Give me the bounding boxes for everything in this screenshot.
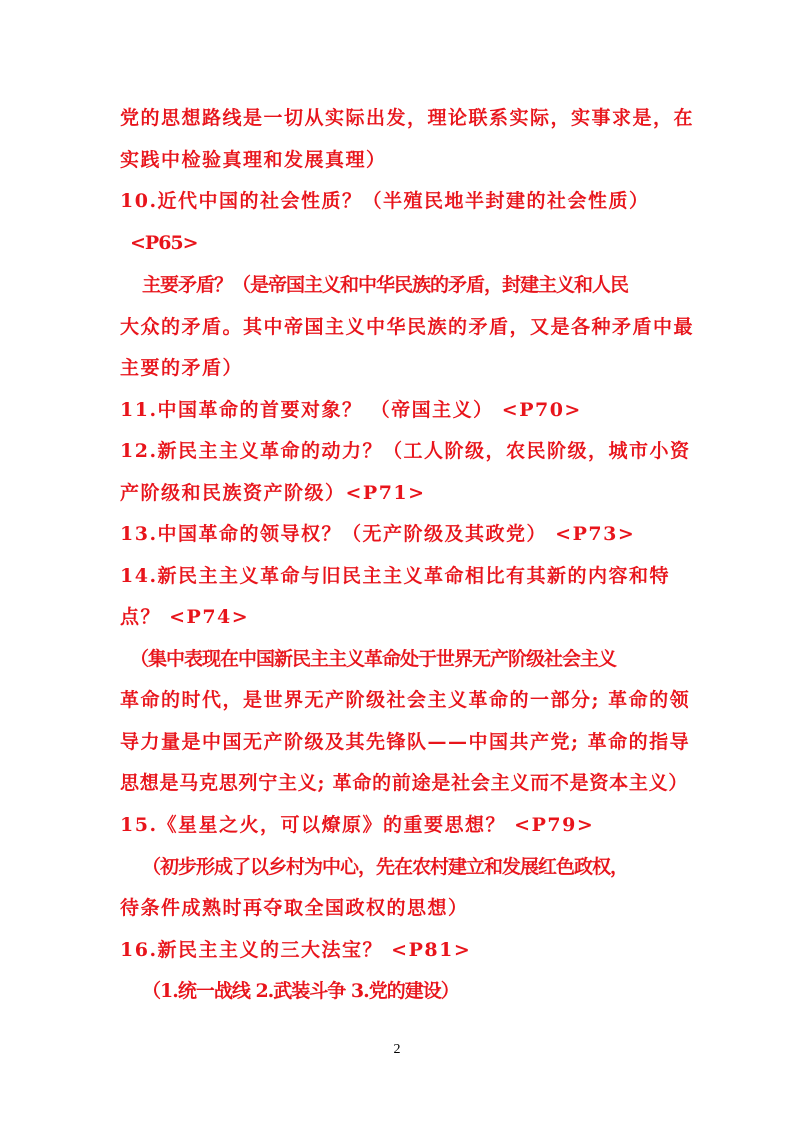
text-line: 导力量是中国无产阶级及其先锋队——中国共产党; 革命的指导 [120, 731, 691, 753]
text-line: 实践中检验真理和发展真理） [120, 149, 387, 171]
question-15: 15.《星星之火，可以燎原》的重要思想？ <P79> [120, 814, 595, 836]
text-line: 主要矛盾？（是帝国主义和中华民族的矛盾，封建主义和人民 [142, 274, 629, 296]
question-14: 14.新民主主义革命与旧民主主义革命相比有其新的内容和特 [120, 565, 671, 587]
question-10: 10.近代中国的社会性质？（半殖民地半封建的社会性质） [120, 190, 650, 212]
text-line: 大众的矛盾。其中帝国主义中华民族的矛盾，又是各种矛盾中最 [120, 316, 695, 338]
page-reference: <P65> [130, 232, 198, 254]
text-line: 革命的时代，是世界无产阶级社会主义革命的一部分; 革命的领 [120, 689, 691, 711]
question-16: 16.新民主主义的三大法宝？ <P81> [120, 939, 472, 961]
text-line: 党的思想路线是一切从实际出发，理论联系实际，实事求是，在 [120, 107, 695, 129]
text-line: （1.统一战线 2.武装斗争 3.党的建设） [142, 980, 459, 1002]
page-number: 2 [393, 1042, 401, 1057]
text-line: 点？ <P74> [120, 606, 250, 628]
text-line: 待条件成熟时再夺取全国政权的思想） [120, 897, 469, 919]
question-11: 11.中国革命的首要对象？ （帝国主义） <P70> [120, 399, 582, 421]
question-13: 13.中国革命的领导权？（无产阶级及其政党） <P73> [120, 523, 636, 545]
text-line: 产阶级和民族资产阶级）<P71> [120, 482, 426, 504]
text-line: 主要的矛盾） [120, 357, 244, 379]
text-line: 思想是马克思列宁主义; 革命的前途是社会主义而不是资本主义） [120, 772, 689, 794]
text-line: （初步形成了以乡村为中心，先在农村建立和发展红色政权， [142, 856, 629, 878]
question-12: 12.新民主主义革命的动力？（工人阶级，农民阶级，城市小资 [120, 440, 691, 462]
text-line: （集中表现在中国新民主主义革命处于世界无产阶级社会主义 [130, 648, 617, 670]
